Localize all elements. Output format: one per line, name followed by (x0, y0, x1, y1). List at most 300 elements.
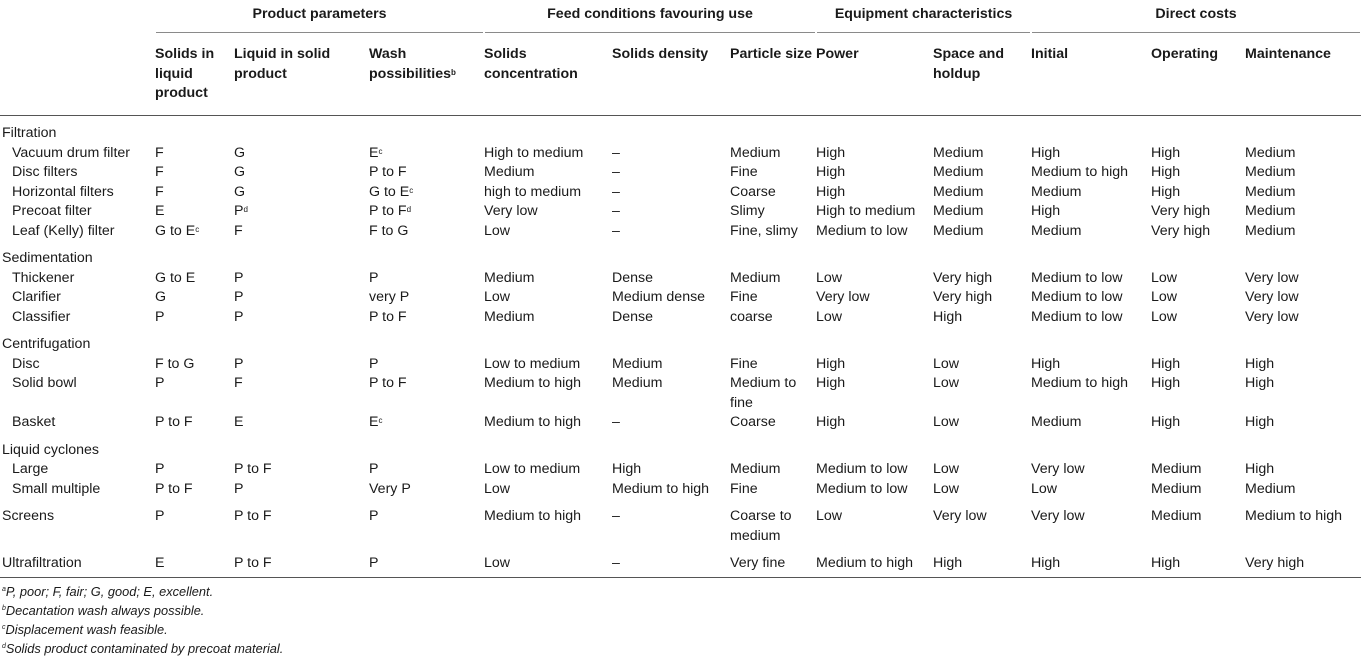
table-footnotes (0, 578, 1361, 659)
footnote-marker: d (406, 205, 412, 214)
table-cell (234, 222, 369, 242)
footnote (2, 620, 1361, 639)
table-cell (155, 480, 234, 500)
cell-value: Medium (730, 269, 781, 286)
section-header-row (0, 433, 1361, 461)
row-label (0, 355, 155, 375)
cell-value: Medium (933, 164, 984, 180)
table-cell (484, 183, 612, 203)
table-cell (933, 546, 1031, 577)
table-cell (730, 546, 816, 577)
table-cell (155, 413, 234, 433)
cell-value: P (234, 269, 244, 286)
table-cell (155, 288, 234, 308)
cell-value: P to F (155, 414, 193, 430)
cell-value: Very low (1031, 461, 1085, 477)
table-cell (612, 355, 730, 375)
column-header (155, 36, 234, 116)
cell-value: Coarse (730, 183, 776, 200)
row-label (0, 546, 155, 577)
table-cell (1245, 546, 1361, 577)
table-cell (369, 269, 484, 289)
cell-value: Medium (1245, 222, 1296, 239)
table-cell (484, 374, 612, 413)
table-cell (1031, 499, 1151, 546)
column-header-label: Particle size (730, 46, 813, 62)
column-header-label: Solids concentration (484, 46, 578, 82)
table-cell (1245, 288, 1361, 308)
table-cell (1031, 480, 1151, 500)
row-label (0, 480, 155, 500)
table-cell (369, 144, 484, 164)
table-cell (484, 308, 612, 328)
table-cell (933, 163, 1031, 183)
footnote-marker: c (409, 185, 414, 195)
cell-value: – (612, 222, 620, 239)
column-header (234, 36, 369, 116)
cell-value: Medium (1151, 480, 1202, 497)
cell-value: High (933, 308, 963, 325)
table-cell (612, 288, 730, 308)
row-label (0, 144, 155, 164)
cell-value: High (816, 144, 846, 161)
footnote-marker: c (378, 416, 383, 425)
cell-value: P (369, 461, 379, 477)
table-cell (816, 144, 933, 164)
cell-value: Medium to low (816, 461, 908, 477)
footnote-text: Decantation wash always possible. (5, 602, 205, 618)
group-header-label: Equipment characteristics (817, 5, 1030, 33)
row-label-text: Disc filters (12, 164, 78, 180)
cell-value: Fine (730, 289, 758, 305)
table-cell (1245, 355, 1361, 375)
row-label-text: Basket (12, 414, 56, 430)
row-label-text: Disc (12, 355, 40, 372)
cell-value: Low (816, 508, 843, 524)
footnote-marker: a (2, 585, 6, 593)
cell-value: Medium (1245, 203, 1296, 219)
table-cell (234, 163, 369, 183)
column-header-label: Solids in liquid product (155, 46, 215, 101)
table-cell (612, 163, 730, 183)
table-cell (1151, 499, 1245, 546)
cell-value: P to F (369, 375, 407, 391)
table-cell (730, 460, 816, 480)
cell-value: Very high (1151, 222, 1211, 239)
column-header-row (0, 36, 1361, 116)
table-cell (155, 222, 234, 242)
group-header (155, 0, 484, 36)
cell-value: Very low (933, 508, 987, 524)
corner-cell (0, 36, 155, 116)
cell-value: Low (1151, 289, 1178, 305)
table-cell (816, 460, 933, 480)
table-cell (816, 269, 933, 289)
table-cell (369, 480, 484, 500)
cell-value: High (1031, 355, 1061, 372)
table-cell (369, 374, 484, 413)
cell-value: Very low (816, 289, 870, 305)
table-row (0, 144, 1361, 164)
table-cell (612, 499, 730, 546)
table-cell (155, 374, 234, 413)
table-cell (816, 288, 933, 308)
cell-value: G to E (369, 183, 410, 200)
cell-value: Low (484, 480, 511, 497)
table-cell (369, 546, 484, 577)
cell-value: Medium (1151, 508, 1202, 524)
cell-value: P (234, 308, 244, 325)
cell-value: – (612, 414, 620, 430)
table-cell (1245, 460, 1361, 480)
cell-value: Medium dense (612, 289, 706, 305)
row-label (0, 183, 155, 203)
table-cell (816, 163, 933, 183)
cell-value: Very low (1245, 269, 1299, 286)
table-cell (1245, 222, 1361, 242)
row-label (0, 413, 155, 433)
table-cell (1151, 480, 1245, 500)
cell-value: Medium (730, 144, 781, 161)
cell-value: P (155, 508, 165, 524)
cell-value: F (234, 375, 243, 391)
table-cell (1245, 308, 1361, 328)
table-cell (155, 144, 234, 164)
column-header (484, 36, 612, 116)
cell-value: Slimy (730, 203, 765, 219)
cell-value: P (234, 480, 244, 497)
section-title (0, 327, 1361, 355)
cell-value: Medium (1031, 222, 1082, 239)
cell-value: High (1031, 555, 1061, 571)
cell-value: F (155, 183, 164, 200)
table-cell (155, 183, 234, 203)
cell-value: Medium to low (816, 480, 908, 497)
table-cell (369, 222, 484, 242)
row-label-text: Precoat filter (12, 203, 92, 219)
cell-value: G (155, 289, 167, 305)
cell-value: P (155, 375, 165, 391)
column-header-label: Initial (1031, 46, 1069, 62)
footnote-marker: b (451, 67, 456, 77)
table-cell (369, 288, 484, 308)
cell-value: Medium to high (612, 480, 710, 497)
row-label-text: Vacuum drum filter (12, 144, 131, 161)
column-header (612, 36, 730, 116)
table-cell (369, 499, 484, 546)
table-cell (1245, 144, 1361, 164)
cell-value: – (612, 164, 620, 180)
table-cell (933, 413, 1031, 433)
table-cell (155, 499, 234, 546)
cell-value: Medium (484, 164, 535, 180)
cell-value: Medium (1245, 164, 1296, 180)
cell-value: – (612, 508, 620, 524)
cell-value: High (933, 555, 963, 571)
footnote-marker: c (195, 224, 200, 234)
cell-value: Low (933, 461, 960, 477)
cell-value: Low (816, 269, 843, 286)
row-label-text: Classifier (12, 308, 71, 325)
table-cell (933, 460, 1031, 480)
row-label-text: Screens (2, 508, 55, 524)
cell-value: G (234, 183, 246, 200)
cell-value: Fine (730, 480, 758, 497)
table-cell (1245, 413, 1361, 433)
cell-value: F to G (155, 355, 195, 372)
table-cell (484, 163, 612, 183)
table-cell (234, 413, 369, 433)
row-label (0, 288, 155, 308)
table-cell (1151, 460, 1245, 480)
section-header-row (0, 241, 1361, 269)
cell-value: – (612, 183, 620, 200)
footnote-marker: d (2, 643, 6, 651)
table-cell (730, 480, 816, 500)
cell-value: P (155, 308, 165, 325)
column-header (1245, 36, 1361, 116)
cell-value: Medium (1245, 480, 1296, 497)
table-cell (816, 308, 933, 328)
table-cell (612, 460, 730, 480)
table-cell (1151, 222, 1245, 242)
table-cell (1031, 183, 1151, 203)
cell-value: F (155, 144, 164, 161)
column-header (1151, 36, 1245, 116)
table-cell (730, 269, 816, 289)
table-cell (234, 144, 369, 164)
row-label (0, 374, 155, 413)
cell-value: Low (484, 555, 511, 571)
footnote-marker: d (243, 205, 248, 214)
row-label-text: Small multiple (12, 480, 101, 497)
table-cell (484, 480, 612, 500)
section-title (0, 433, 1361, 461)
column-header (1031, 36, 1151, 116)
cell-value: F to G (369, 222, 409, 239)
section-title-text: Centrifugation (2, 336, 91, 352)
table-cell (933, 374, 1031, 413)
table-cell (1031, 374, 1151, 413)
table-cell (234, 183, 369, 203)
table-cell (484, 355, 612, 375)
table-cell (234, 546, 369, 577)
cell-value: Medium (933, 203, 984, 219)
cell-value: Medium (933, 183, 984, 200)
table-cell (730, 144, 816, 164)
table-row (0, 480, 1361, 500)
table-row (0, 308, 1361, 328)
table-cell (1031, 355, 1151, 375)
cell-value: Fine, slimy (730, 222, 798, 239)
table-row (0, 374, 1361, 413)
cell-value: E (155, 555, 165, 571)
row-label-text: Clarifier (12, 289, 61, 305)
table-cell (234, 460, 369, 480)
table-cell (234, 355, 369, 375)
table-row (0, 163, 1361, 183)
table-cell (484, 413, 612, 433)
table-cell (1031, 202, 1151, 222)
cell-value: Dense (612, 308, 654, 325)
table-cell (484, 546, 612, 577)
table-cell (1031, 144, 1151, 164)
cell-value: Very low (1245, 289, 1299, 305)
cell-value: Low to medium (484, 355, 581, 372)
table-cell (234, 288, 369, 308)
table-cell (1151, 413, 1245, 433)
table-cell (155, 355, 234, 375)
row-label-text: Large (12, 461, 49, 477)
group-header-label: Direct costs (1032, 5, 1360, 33)
table-cell (155, 308, 234, 328)
table-cell (730, 222, 816, 242)
cell-value: E (369, 414, 379, 430)
table-cell (816, 546, 933, 577)
cell-value: Medium to high (484, 508, 582, 524)
cell-value: P to F (234, 508, 272, 524)
cell-value: G to E (155, 269, 196, 286)
group-header-label: Product parameters (156, 5, 483, 33)
cell-value: P to F (369, 164, 407, 180)
table-cell (730, 374, 816, 413)
row-label-text: Thickener (12, 269, 75, 286)
row-label (0, 202, 155, 222)
table-cell (933, 144, 1031, 164)
cell-value: high to medium (484, 183, 582, 200)
cell-value: Medium (484, 269, 535, 286)
row-label-text: Horizontal filters (12, 183, 114, 200)
cell-value: Medium to high (1031, 164, 1129, 180)
cell-value: Medium (1031, 414, 1082, 430)
table-cell (730, 355, 816, 375)
cell-value: Medium to high (1031, 375, 1129, 391)
cell-value: Low (816, 308, 843, 325)
table-cell (484, 499, 612, 546)
table-cell (1245, 499, 1361, 546)
table-cell (1151, 288, 1245, 308)
cell-value: Low (933, 480, 960, 497)
column-header (730, 36, 816, 116)
table-cell (816, 222, 933, 242)
table-cell (612, 374, 730, 413)
cell-value: Low (933, 414, 960, 430)
cell-value: Fine (730, 164, 758, 180)
cell-value: High (1151, 355, 1181, 372)
table-cell (155, 546, 234, 577)
cell-value: Low (1031, 480, 1058, 497)
cell-value: P (155, 461, 165, 477)
table-cell (1245, 202, 1361, 222)
cell-value: P (234, 289, 244, 305)
table-cell (234, 480, 369, 500)
column-header-label: Operating (1151, 46, 1219, 62)
table-cell (933, 222, 1031, 242)
cell-value: P to F (234, 555, 272, 571)
cell-value: High (1151, 375, 1181, 391)
footnote-marker: b (2, 604, 6, 612)
column-header-label: Solids density (612, 46, 709, 62)
table-cell (369, 183, 484, 203)
table-cell (933, 308, 1031, 328)
table-cell (1245, 163, 1361, 183)
cell-value: E (234, 414, 244, 430)
cell-value: Medium (1151, 461, 1202, 477)
cell-value: P to F (369, 308, 407, 325)
table-cell (816, 202, 933, 222)
cell-value: – (612, 203, 620, 219)
table-cell (730, 413, 816, 433)
table-row (0, 413, 1361, 433)
table-cell (369, 413, 484, 433)
table-cell (369, 460, 484, 480)
cell-value: High (816, 414, 846, 430)
row-label (0, 308, 155, 328)
cell-value: Very high (1151, 203, 1211, 219)
footnote-text: Displacement wash feasible. (5, 622, 168, 638)
cell-value: High (1245, 355, 1275, 372)
cell-value: Medium to low (1031, 308, 1123, 325)
section-header-row (0, 116, 1361, 144)
table-cell (234, 202, 369, 222)
cell-value: Very high (933, 269, 993, 286)
table-cell (612, 269, 730, 289)
table-row (0, 460, 1361, 480)
table-cell (612, 546, 730, 577)
column-header (933, 36, 1031, 116)
table-cell (933, 355, 1031, 375)
table-cell (1031, 288, 1151, 308)
table-cell (1031, 308, 1151, 328)
table-cell (484, 144, 612, 164)
footnote-marker: c (378, 146, 383, 156)
cell-value: High (1151, 164, 1181, 180)
row-label (0, 499, 155, 546)
column-header-label: Space and holdup (933, 46, 1004, 82)
footnote-text: P, poor; F, fair; G, good; E, excellent. (5, 583, 214, 599)
cell-value: High (1031, 203, 1061, 219)
section-title-text: Filtration (2, 125, 57, 141)
cell-value: Very high (1245, 555, 1305, 571)
table-row (0, 222, 1361, 242)
cell-value: Medium (484, 308, 535, 325)
cell-value: coarse (730, 308, 773, 325)
table-cell (1031, 163, 1151, 183)
table-cell (369, 163, 484, 183)
table-row (0, 355, 1361, 375)
table-cell (155, 460, 234, 480)
row-label-text: Leaf (Kelly) filter (12, 222, 115, 239)
cell-value: P (369, 508, 379, 524)
cell-value: Low (933, 375, 960, 391)
table-cell (155, 163, 234, 183)
cell-value: P (369, 269, 379, 286)
table-cell (155, 202, 234, 222)
section-header-row (0, 327, 1361, 355)
group-header (816, 0, 1031, 36)
table-cell (730, 202, 816, 222)
cell-value: P (234, 355, 244, 372)
group-header (484, 0, 816, 36)
column-header (369, 36, 484, 116)
cell-value: very P (369, 289, 410, 305)
row-label-text: Solid bowl (12, 375, 77, 391)
table-row (0, 202, 1361, 222)
section-title-text: Liquid cyclones (2, 441, 100, 458)
table-cell (1151, 355, 1245, 375)
cell-value: Fine (730, 355, 758, 372)
cell-value: High (1245, 414, 1275, 430)
